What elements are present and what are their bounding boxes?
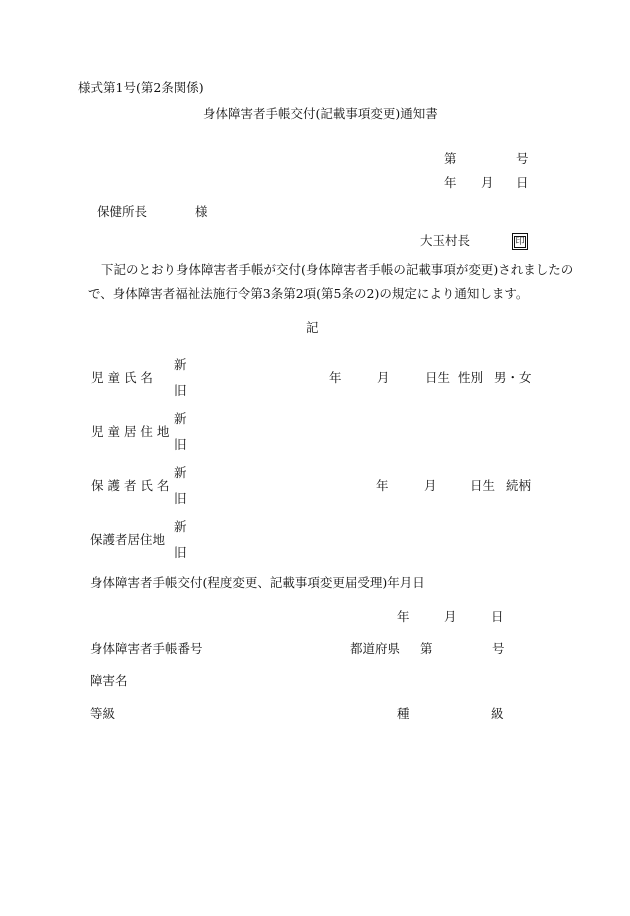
handbook-prefecture: 都道府県: [350, 641, 401, 656]
child-birth-month: 月: [377, 370, 390, 385]
child-sex-options: 男・女: [494, 370, 532, 385]
document-title: 身体障害者手帳交付(記載事項変更)通知書: [203, 106, 438, 121]
guardian-birth-year: 年: [376, 478, 389, 493]
issue-date-day: 日: [491, 609, 504, 624]
new-marker: 新: [174, 357, 187, 372]
new-marker: 新: [174, 519, 187, 534]
handbook-go: 号: [492, 641, 505, 656]
guardian-relation-label: 続柄: [506, 478, 532, 493]
guardian-birth-day: 日生: [470, 478, 496, 493]
child-address-label: 児 童 居 住 地: [91, 424, 170, 439]
child-birth-year: 年: [329, 370, 342, 385]
date-year: 年: [444, 175, 457, 190]
grade-shu: 種: [397, 706, 410, 721]
body-line-1: 下記のとおり身体障害者手帳が交付(身体障害者手帳の記載事項が変更)されましたの: [101, 262, 574, 277]
ki-heading: 記: [306, 320, 319, 335]
new-marker: 新: [174, 411, 187, 426]
guardian-birth-month: 月: [424, 478, 437, 493]
new-marker: 新: [174, 465, 187, 480]
issue-date-year: 年: [397, 609, 410, 624]
recipient-honorific: 様: [195, 204, 208, 219]
grade-label: 等級: [90, 706, 116, 721]
date-month: 月: [481, 175, 494, 190]
recipient-office: 保健所長: [97, 204, 148, 219]
guardian-name-label: 保 護 者 氏 名: [91, 478, 170, 493]
old-marker: 旧: [174, 491, 187, 506]
seal-stamp: [512, 233, 528, 250]
issue-date-label: 身体障害者手帳交付(程度変更、記載事項変更届受理)年月日: [90, 575, 425, 590]
guardian-address-label: 保護者居住地: [90, 532, 166, 547]
seal-mark: 印: [515, 237, 525, 247]
sender-name: 大玉村長: [420, 233, 471, 248]
date-day: 日: [516, 175, 529, 190]
child-birth-day: 日生: [425, 370, 451, 385]
child-name-label: 児 童 氏 名: [91, 370, 153, 385]
grade-kyu: 級: [491, 706, 504, 721]
form-id: 様式第1号(第2条関係): [78, 80, 204, 95]
disability-name-label: 障害名: [90, 673, 128, 688]
doc-number-dai: 第: [444, 151, 457, 166]
handbook-number-label: 身体障害者手帳番号: [90, 641, 203, 656]
handbook-dai: 第: [420, 641, 433, 656]
body-line-2: で、身体障害者福祉法施行令第3条第2項(第5条の2)の規定により通知します。: [88, 286, 529, 301]
doc-number-go: 号: [516, 151, 529, 166]
issue-date-month: 月: [444, 609, 457, 624]
old-marker: 旧: [174, 545, 187, 560]
child-sex-label: 性別: [458, 370, 484, 385]
old-marker: 旧: [174, 437, 187, 452]
old-marker: 旧: [174, 383, 187, 398]
